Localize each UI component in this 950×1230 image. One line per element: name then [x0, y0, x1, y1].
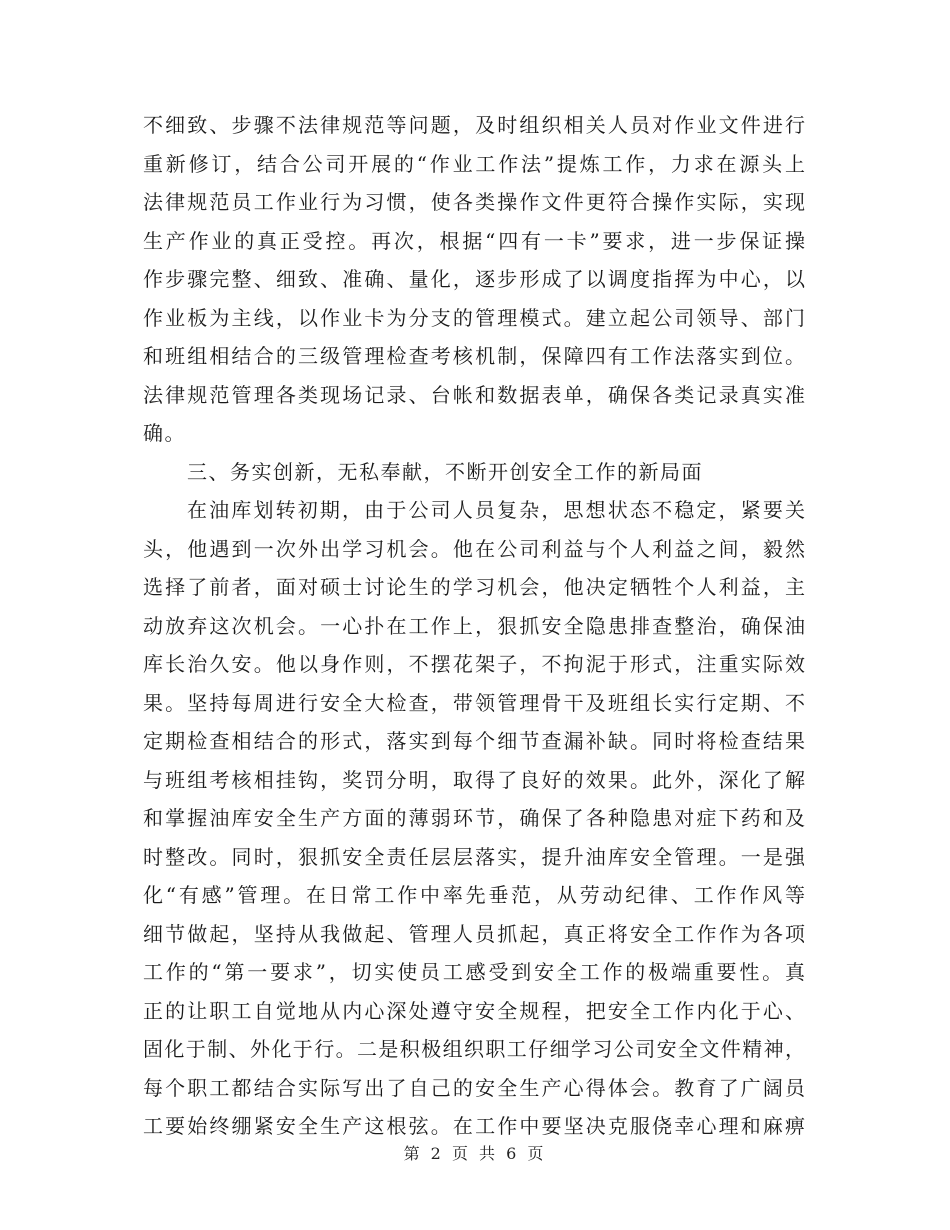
text-line: 作业板为主线，以作业卡为分支的管理模式。建立起公司领导、部门 [143, 305, 805, 330]
text-line: 和班组相结合的三级管理检查考核机制，保障四有工作法落实到位。 [143, 344, 805, 368]
text-line: 法律规范员工作业行为习惯，使各类操作文件更符合操作实际，实现 [143, 190, 805, 214]
text-line: 不细致、步骤不法律规范等问题，及时组织相关人员对作业文件进行 [143, 113, 805, 137]
text-line: 化“有感”管理。在日常工作中率先垂范，从劳动纪律、工作作风等 [143, 883, 805, 907]
text-line: 重新修订，结合公司开展的“作业工作法”提炼工作，力求在源头上 [143, 151, 805, 176]
text-line: 每个职工都结合实际写出了自己的安全生产心得体会。教育了广阔员 [143, 1075, 805, 1100]
text-line: 工作的“第一要求”，切实使员工感受到安全工作的极端重要性。真 [143, 960, 805, 984]
document-body [143, 106, 805, 1146]
text-line: 细节做起，坚持从我做起、管理人员抓起，真正将安全工作作为各项 [143, 921, 805, 946]
text-line: 定期检查相结合的形式，落实到每个细节查漏补缺。同时将检查结果 [143, 729, 805, 753]
text-line: 库长治久安。他以身作则，不摆花架子，不拘泥于形式，注重实际效 [143, 652, 805, 676]
text-line: 选择了前者，面对硕士讨论生的学习机会，他决定牺牲个人利益，主 [143, 575, 805, 599]
text-line: 头，他遇到一次外出学习机会。他在公司利益与个人利益之间，毅然 [143, 536, 805, 561]
text-line: 与班组考核相挂钩，奖罚分明，取得了良好的效果。此外，深化了解 [143, 767, 805, 792]
text-line: 确。 [143, 421, 186, 445]
page-footer: 第 2 页 共 6 页 [403, 1144, 547, 1163]
text-line: 时整改。同时，狠抓安全责任层层落实，提升油库安全管理。一是强 [143, 844, 805, 869]
text-line: 生产作业的真正受控。再次，根据“四有一卡”要求，进一步保证操 [143, 228, 805, 253]
text-line: 作步骤完整、细致、准确、量化，逐步形成了以调度指挥为中心，以 [143, 267, 805, 291]
text-line: 工要始终绷紧安全生产这根弦。在工作中要坚决克服侥幸心理和麻痹 [143, 1114, 805, 1138]
text-line: 正的让职工自觉地从内心深处遵守安全规程，把安全工作内化于心、 [143, 998, 805, 1023]
text-line: 和掌握油库安全生产方面的薄弱环节，确保了各种隐患对症下药和及 [143, 806, 805, 830]
text-line: 固化于制、外化于行。二是积极组织职工仔细学习公司安全文件精神， [143, 1037, 805, 1061]
text-line: 在油库划转初期，由于公司人员复杂，思想状态不稳定，紧要关 [187, 498, 805, 522]
section-heading: 三、务实创新，无私奉献，不断开创安全工作的新局面 [187, 459, 703, 484]
text-line: 法律规范管理各类现场记录、台帐和数据表单，确保各类记录真实准 [143, 382, 805, 407]
text-line: 动放弃这次机会。一心扑在工作上，狠抓安全隐患排查整治，确保油 [143, 613, 805, 638]
text-line: 果。坚持每周进行安全大检查，带领管理骨干及班组长实行定期、不 [143, 690, 805, 715]
